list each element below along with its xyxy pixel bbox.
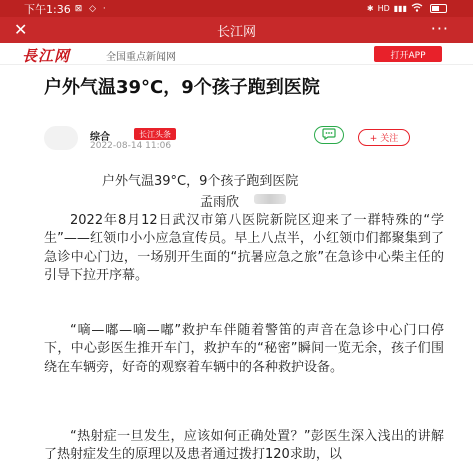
wifi-icon	[411, 3, 423, 14]
article-paragraph: “热射症一旦发生，应该如何正确处置？”彭医生深入浅出的讲解了热射症发生的原理以及患者通过拨打120求助，以	[44, 429, 444, 463]
more-icon[interactable]: ···	[430, 19, 449, 38]
chat-icon	[322, 128, 336, 143]
brand-bar	[0, 43, 473, 65]
chat-button[interactable]	[314, 126, 344, 144]
author-badge: 长江头条	[134, 128, 176, 140]
close-icon[interactable]: ✕	[14, 20, 28, 39]
status-bar	[0, 0, 473, 17]
bluetooth-icon: ✱	[366, 4, 374, 13]
avatar[interactable]	[44, 126, 78, 150]
battery-icon	[430, 4, 447, 13]
title-bar	[0, 17, 473, 43]
signal-icon: ▮▮▮	[393, 4, 407, 13]
open-app-button[interactable]: 打开APP	[374, 46, 442, 62]
follow-button[interactable]: + 关注	[358, 129, 410, 146]
page-title: 长江网	[216, 24, 256, 40]
author-name[interactable]: 综合	[90, 132, 110, 143]
network-type: HD	[377, 4, 390, 13]
brand-logo: 長江网	[22, 47, 71, 65]
author-row	[44, 125, 444, 153]
blurred-text	[254, 194, 286, 204]
article-headline: 户外气温39°C，9个孩子跑到医院	[44, 77, 320, 98]
publish-date: 2022-08-14 11:06	[90, 141, 172, 151]
status-right-icons	[367, 3, 447, 14]
status-time: 下午1:36	[24, 2, 71, 16]
notification-icons: ⊠ ◇ ·	[74, 3, 108, 14]
article-subtitle: 户外气温39°C，9个孩子跑到医院	[102, 174, 299, 189]
article-paragraph: “嘀—嘟—嘀—嘟”救护车伴随着警笛的声音在急诊中心门口停下，中心彭医生推开车门，救护车的“秘密”瞬间一览无余，孩子们围绕在车辆旁，好奇的观察着车辆中的各种救护设备。	[44, 323, 444, 375]
article-byline: 孟雨欣	[200, 195, 240, 210]
article-paragraph: 2022年8月12日武汉市第八医院新院区迎来了一群特殊的“学生”——红领巾小小应急宣传员。早上八点半，小红领巾们都聚集到了急诊中心门边，一场别开生面的“抗暑应急之旅”在急诊中心柴主任的引导下拉开序幕。	[44, 213, 444, 283]
brand-slogan: 全国重点新闻网	[106, 52, 176, 63]
